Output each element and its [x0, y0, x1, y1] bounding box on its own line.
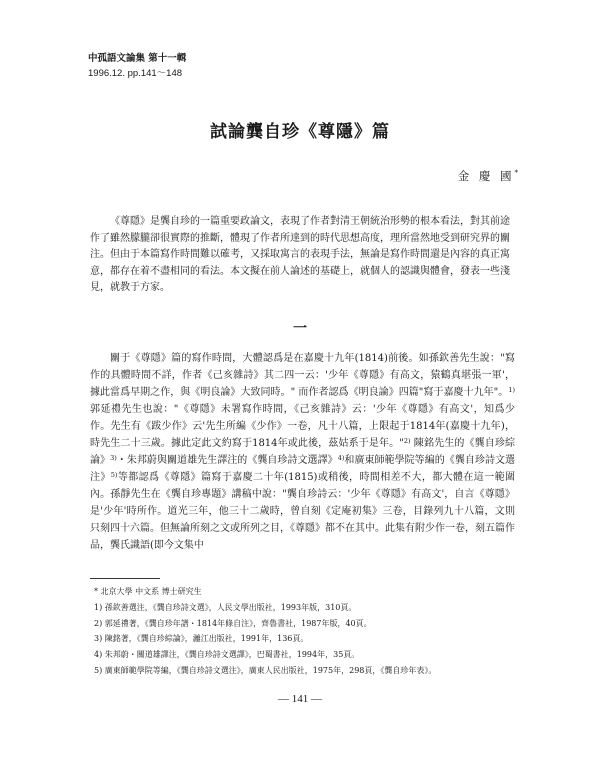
footnote-ref: 3)	[110, 454, 117, 462]
abstract	[90, 214, 510, 297]
author-name: 金 慶 國	[457, 169, 515, 183]
body-text: ・朱邦蔚與關道雄先生譯注的《龔自珍詩文選譯》	[116, 455, 338, 466]
body-text: 陳銘先生的《龔自珍綜論》	[90, 438, 515, 466]
footnote-item: 5) 廣東師範學院等編，《龔自珍詩文選注》，廣東人民出版社，1975年，298頁，《龔自珍年表》。	[94, 665, 437, 675]
section-number: 一	[293, 321, 307, 337]
body-paragraph	[90, 350, 515, 554]
author-footnote-mark: *	[514, 169, 518, 178]
footnote-ref: 2)	[403, 437, 411, 445]
article-title: 試論龔自珍《尊隱》篇	[210, 122, 390, 142]
journal-name: 中孤語文論集 第十一輯	[88, 53, 187, 64]
footnote-item: 1) 孫欽善選注，《龔自珍詩文選》，人民文學出版社，1993年版，310頁。	[94, 602, 357, 612]
footnote-item: * 北京大學 中文系 博士研究生	[94, 587, 202, 596]
body-text: 郭延禮先生也說："《尊隱》未署寫作時間，《己亥雜詩》云：'少年《尊隱》有高文'，知爲少作。先生有《跋少作》云'先生所編《少作》一卷，凡十八篇，上限起于1814年(嘉慶十九年)，時先生二十三歲。據此定此文約寫于1814年或此後，茲姑系于是年。"	[90, 404, 515, 449]
body-text: 等都認爲《尊隱》篇寫于嘉慶二十年(1815)或稍後，時間相差不大，都大體在這一範圍內。孫靜先生在《龔自珍專題》講稿中說："龔自珍詩云：'少年《尊隱》有高文'，自言《尊隱》是'少年'時所作。道光三年，他三十二歲時，曾自刻《定庵初集》三卷，目錄列九十八篇，文則只刻四十六篇。但無論所刻之文或所列之目，《尊隱》都不在其中。此集有附少作一卷，刻五篇作品，龔氏識語(即今文集中	[90, 472, 515, 551]
footnote-item: 2) 郭延禮著，《龔自珍年譜・1814年條自注》，齊魯書社，1987年版，40頁。	[94, 618, 372, 628]
footnote-ref: 1)	[508, 386, 515, 394]
footnote-ref: 4)	[337, 454, 345, 462]
footnotes	[94, 584, 519, 679]
body-text: "寫作的具體時間不詳，作者《己亥雜詩》其二四一云：'少年《尊隱》有高文，猿鶴真堪張一軍'，據此當爲早期之作，與《明良論》大致同時。" 而作者認爲《明良論》四篇"寫于嘉慶十九年"。	[90, 353, 515, 398]
footnote-item: 4) 朱邦蔚・關道雄譯注，《龔自珍詩文選譯》，巴蜀書社，1994年，35頁。	[94, 650, 360, 660]
author-line	[388, 168, 518, 184]
page-number: — 141 —	[278, 693, 322, 705]
body-text: 和廣東師範學院等編的《龔自珍詩文選注》	[90, 455, 516, 483]
body-text: 關于《尊隱》篇的寫作時間，大體認爲是在嘉慶十九年(1814)前後。如孫欽善先生說：	[110, 353, 501, 364]
issue-info: 1996.12. pp.141～148	[88, 68, 183, 79]
footnote-rule	[90, 578, 160, 579]
footnote-ref: 5)	[110, 471, 118, 479]
abstract-text: 《尊隱》是龔自珍的一篇重要政論文，表現了作者對清王朝統治形勢的根本看法，對其前途作了雖然朦朧卻很實際的推斷，體現了作者所達到的時代思想高度，理所當然地受到研究界的關注。但由于本篇寫作時間難以確考，又採取寓言的表現手法，無論是寫作時間還是內容的真正寓意，都存在着不盡相同的看法。本文擬在前人論述的基礎上，就個人的認識與體會，發表一些淺見，就教于方家。	[90, 216, 510, 294]
footnote-item: 3) 陳銘著，《龔自珍綜論》，灕江出版社，1991年，136頁。	[94, 634, 309, 644]
